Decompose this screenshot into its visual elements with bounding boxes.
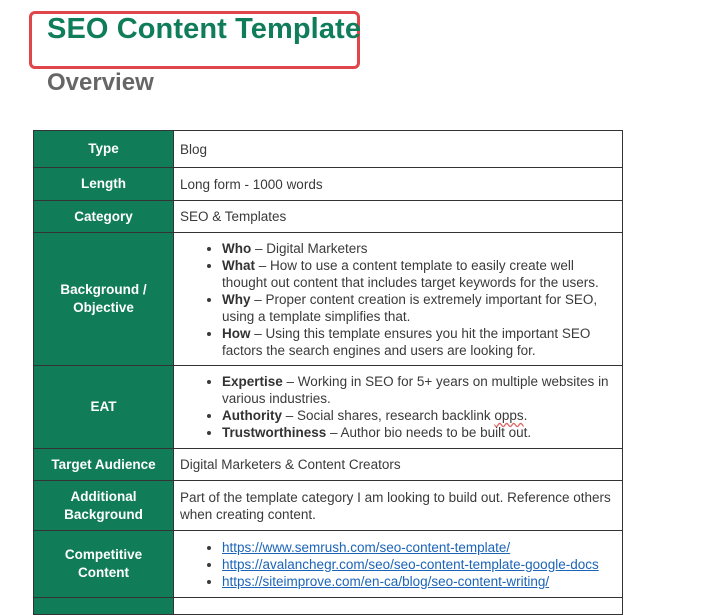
background-list xyxy=(180,240,616,359)
row-value-type[interactable]: Blog xyxy=(174,131,623,168)
bullet-text: – Proper content creation is extremely important for SEO, using a template simplifies that. xyxy=(222,291,598,324)
table-row-background xyxy=(34,233,623,366)
row-value-partial[interactable] xyxy=(174,598,623,615)
bullet-term: Why xyxy=(222,291,251,307)
row-value-target-audience[interactable]: Digital Marketers & Content Creators xyxy=(174,449,623,481)
row-value-eat[interactable] xyxy=(174,366,623,449)
eat-list xyxy=(180,373,616,441)
bullet-text: – How to use a content template to easily create well thought out content that includes target keywords for the users. xyxy=(222,257,599,290)
competitive-links-list xyxy=(180,539,616,590)
row-label-partial xyxy=(34,598,174,615)
bullet-text: – Using this template ensures you hit the important SEO factors the search engines and users are looking for. xyxy=(222,325,591,358)
list-item xyxy=(222,325,616,359)
row-value-additional-background[interactable]: Part of the template category I am looking to build out. Reference others when creating content. xyxy=(174,481,623,531)
list-item xyxy=(222,556,616,573)
competitor-link[interactable]: https://siteimprove.com/en-ca/blog/seo-content-writing/ xyxy=(222,573,550,589)
row-label-target-audience: Target Audience xyxy=(34,449,174,481)
list-item xyxy=(222,539,616,556)
table-row-type xyxy=(34,131,623,168)
list-item xyxy=(222,291,616,325)
bullet-text: – Working in SEO for 5+ years on multiple websites in various industries. xyxy=(222,374,609,406)
row-value-competitive-content[interactable] xyxy=(174,531,623,598)
bullet-term: Trustworthiness xyxy=(222,425,327,440)
section-heading-overview: Overview xyxy=(47,69,154,96)
table-row-target-audience xyxy=(34,449,623,481)
row-value-category[interactable]: SEO & Templates xyxy=(174,201,623,233)
table-row-category xyxy=(34,201,623,233)
document-title: SEO Content Template xyxy=(47,13,362,45)
list-item xyxy=(222,424,616,441)
table-row-eat xyxy=(34,366,623,449)
row-label-type: Type xyxy=(34,131,174,168)
row-value-background[interactable] xyxy=(174,233,623,366)
table-row-competitive-content xyxy=(34,531,623,598)
competitor-link[interactable]: https://www.semrush.com/seo-content-template/ xyxy=(222,539,511,555)
list-item xyxy=(222,257,616,291)
bullet-text: – Social shares, research backlink xyxy=(282,408,495,423)
table-row-additional-background xyxy=(34,481,623,531)
row-label-background: Background / Objective xyxy=(34,233,174,366)
table-row-partial xyxy=(34,598,623,615)
list-item xyxy=(222,373,616,407)
list-item xyxy=(222,573,616,590)
bullet-term: Expertise xyxy=(222,374,283,389)
spellcheck-word[interactable]: opps xyxy=(494,408,524,423)
table-row-length xyxy=(34,168,623,201)
row-label-length: Length xyxy=(34,168,174,201)
bullet-text-tail: . xyxy=(523,408,528,423)
competitor-link[interactable]: https://avalanchegr.com/seo/seo-content-template-google-docs xyxy=(222,556,599,572)
bullet-term: What xyxy=(222,257,255,273)
row-label-category: Category xyxy=(34,201,174,233)
bullet-text: – Digital Marketers xyxy=(251,240,368,256)
row-value-length[interactable]: Long form - 1000 words xyxy=(174,168,623,201)
content-brief-table xyxy=(33,130,623,615)
list-item xyxy=(222,407,616,424)
bullet-term: How xyxy=(222,325,251,341)
row-label-eat: EAT xyxy=(34,366,174,449)
row-label-additional-background: Additional Background xyxy=(34,481,174,531)
row-label-competitive-content: Competitive Content xyxy=(34,531,174,598)
list-item xyxy=(222,240,616,257)
bullet-term: Who xyxy=(222,240,252,256)
bullet-term: Authority xyxy=(222,408,282,423)
bullet-text: – Author bio needs to be built out. xyxy=(326,425,532,440)
